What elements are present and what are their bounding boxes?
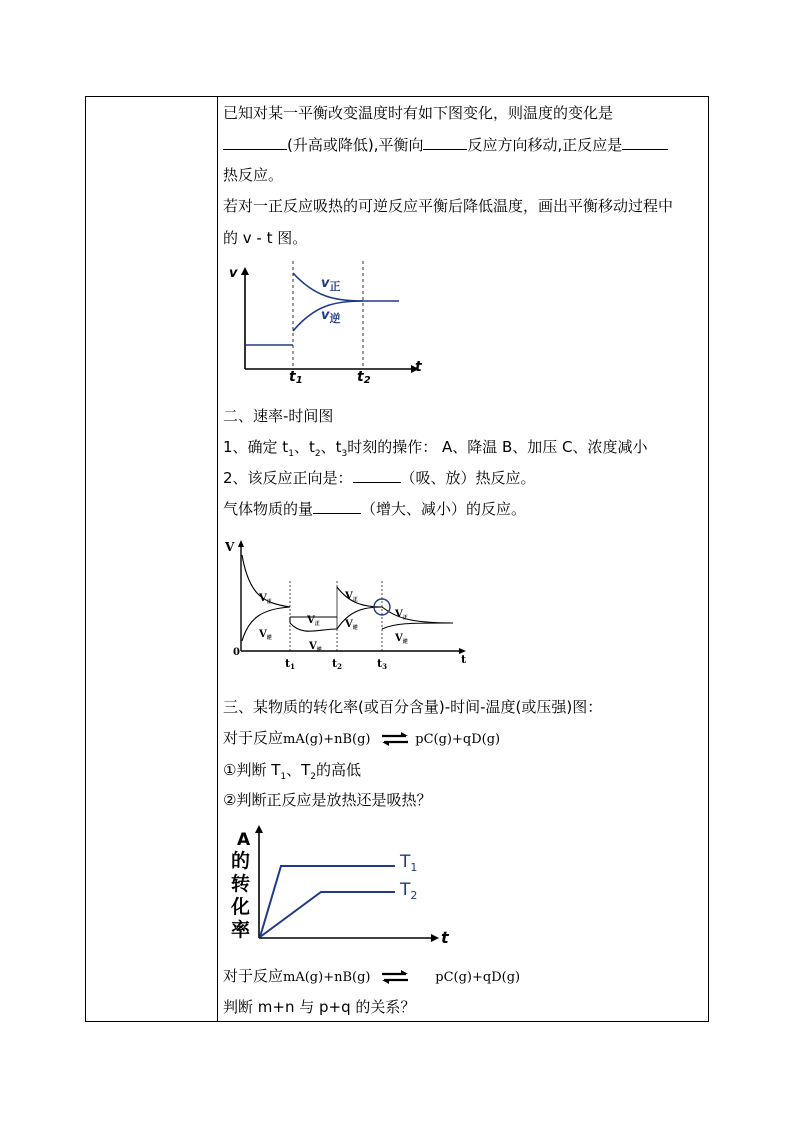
section3-reaction2: 对于反应mA(g)+nB(g) pC(g)+qD(g) <box>223 967 521 985</box>
equilibrium-arrow-icon <box>381 970 409 984</box>
figure3-T2-label: $T_2$ <box>400 880 418 902</box>
blank-heat-direction[interactable] <box>353 468 401 483</box>
figure3-T2-line <box>260 892 395 937</box>
figure3-x-label: t <box>441 928 449 947</box>
section3-reaction1: 对于反应mA(g)+nB(g) pC(g)+qD(g) <box>223 729 501 747</box>
svg-text:转: 转 <box>231 873 251 895</box>
figure3-conversion-graph <box>227 821 467 949</box>
svg-text:V逆: $V_逆$ <box>309 641 322 653</box>
figure1-t2-label: t2 <box>357 369 371 383</box>
section1-line2: (升高或降低),平衡向 反应方向移动,正反应是 <box>223 135 668 155</box>
figure2-t3-label: t3 <box>377 657 387 671</box>
svg-text:率: 率 <box>231 919 251 941</box>
svg-text:V逆: $V_逆$ <box>345 619 358 631</box>
figure2-origin-label: 0 <box>233 647 240 658</box>
svg-text:化: 化 <box>231 896 251 918</box>
svg-text:A: A <box>237 830 251 850</box>
blank-heat-type[interactable] <box>622 135 668 150</box>
figure2-x-label: t <box>461 653 467 666</box>
svg-text:V逆: $V_逆$ <box>395 633 408 645</box>
blank-gas-amount[interactable] <box>313 499 361 514</box>
blank-temperature-change[interactable] <box>223 135 287 150</box>
section1-line4: 若对一正反应吸热的可逆反应平衡后降低温度，画出平衡移动过程中 <box>223 197 674 215</box>
equilibrium-arrow-icon <box>381 732 409 746</box>
svg-text:V正: $V_正$ <box>345 591 358 603</box>
figure2-rate-time-graph <box>223 531 473 671</box>
section3-final-question: 判断 m+n 与 p+q 的关系？ <box>223 998 416 1016</box>
worksheet-table <box>85 96 709 1022</box>
section3-heading: 三、某物质的转化率(或百分含量)-时间-温度(或压强)图： <box>223 698 603 716</box>
column-divider <box>217 97 218 1021</box>
figure3-T1-line <box>260 866 395 937</box>
blank-direction[interactable] <box>423 135 467 150</box>
section2-question3: 气体物质的量 （增大、减小）的反应。 <box>223 500 527 518</box>
figure1-y-label: v <box>229 266 238 281</box>
section2-heading: 二、速率-时间图 <box>223 407 334 425</box>
figure1-vt-graph <box>225 257 435 383</box>
section1-line3: 热反应。 <box>223 166 284 184</box>
section2-question2: 2、该反应正向是： （吸、放）热反应。 <box>223 469 536 487</box>
svg-text:V正: $V_正$ <box>307 615 320 627</box>
svg-text:V正: $V_正$ <box>395 609 408 621</box>
figure2-y-label: V <box>225 540 235 554</box>
section3-item1: ①判断 $T_1$、$T_2$的高低 <box>223 761 362 782</box>
figure1-v-forward-label: $v_正$ <box>321 276 341 293</box>
section3-item2: ②判断正反应是放热还是吸热？ <box>223 791 432 809</box>
section1-line1: 已知对某一平衡改变温度时有如下图变化，则温度的变化是 <box>223 104 614 122</box>
figure3-T1-label: $T_1$ <box>400 852 418 874</box>
figure1-t1-label: t1 <box>289 369 303 383</box>
svg-text:V正: $V_正$ <box>259 593 272 605</box>
svg-text:的: 的 <box>231 850 251 872</box>
figure1-v-reverse-label: $v_逆$ <box>321 308 341 325</box>
section1-line5: 的 v - t 图。 <box>223 229 308 247</box>
figure2-t2-label: t2 <box>332 657 342 671</box>
figure1-x-label: t <box>415 359 422 375</box>
svg-text:V逆: $V_逆$ <box>259 629 272 641</box>
section2-question1: 1、确定 $t_1$、$t_2$、$t_3$时刻的操作： A、降温 B、加压 C、浓度减小 <box>223 438 648 459</box>
figure2-t1-label: t1 <box>285 657 295 671</box>
